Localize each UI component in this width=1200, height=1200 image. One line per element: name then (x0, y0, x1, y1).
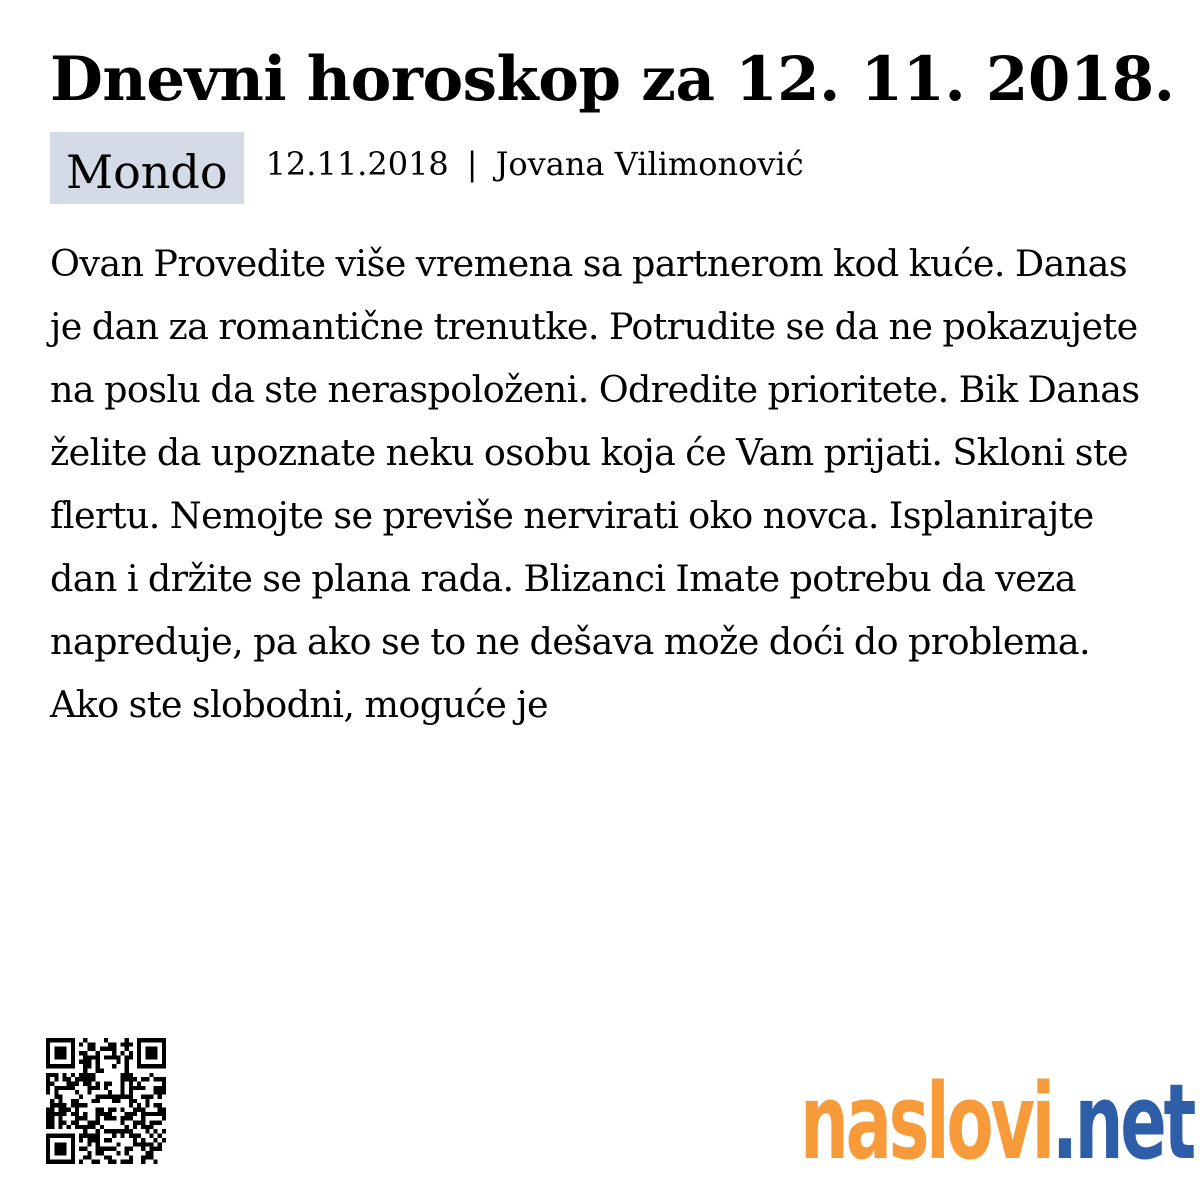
article-author: Jovana Vilimonović (495, 145, 804, 183)
naslovi-logo[interactable] (800, 1061, 1194, 1183)
meta-separator: | (466, 145, 478, 183)
article-title: Dnevni horoskop za 12. 11. 2018. (50, 44, 1175, 115)
article-meta (50, 132, 804, 204)
article-body: Ovan Provedite više vremena sa partnerom kod kuće. Danas je dan za romantične trenutke. Potrudite se da ne pokazujete na poslu da ste neraspoloženi. Odredite prioritete. Bik Danas želite da upoznate neku osobu koja će Vam prijati. Skloni ste flertu. Nemojte se previše nervirati oko novca. Isplanirajte dan i držite se plana rada. Blizanci Imate potrebu da veza napreduje, pa ako se to ne dešava može doći do problema. Ako ste slobodni, moguće je (50, 242, 1140, 726)
logo-text-net: .net (1051, 1061, 1194, 1183)
qr-code-icon (46, 1038, 166, 1164)
meta-info (266, 144, 804, 184)
article-date: 12.11.2018 (265, 145, 449, 183)
logo-text-naslovi: naslovi (800, 1061, 1052, 1183)
source-badge[interactable]: Mondo (50, 132, 244, 204)
